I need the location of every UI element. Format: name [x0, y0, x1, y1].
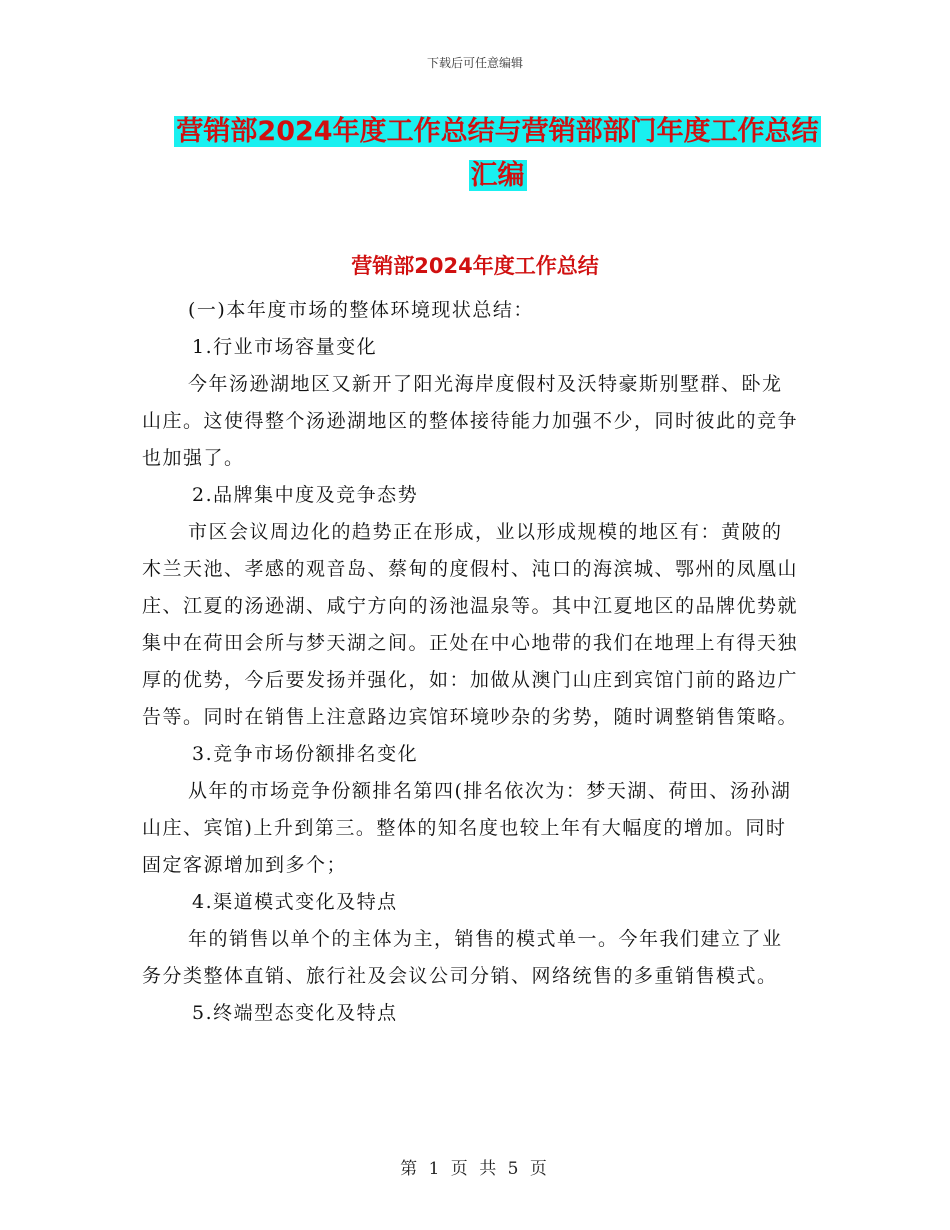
paragraph-market-capacity: 今年汤逊湖地区又新开了阳光海岸度假村及沃特豪斯别墅群、卧龙山庄。这使得整个汤逊湖地区的整体接待能力加强不少，同时彼此的竞争也加强了。 — [142, 373, 799, 469]
subheading-market-share: 3.竞争市场份额排名变化 — [192, 743, 419, 765]
document-body — [142, 292, 802, 1032]
header-note: 下载后可任意编辑 — [426, 56, 523, 70]
subheading-terminal-form: 5.终端型态变化及特点 — [192, 1002, 398, 1024]
paragraph-channel-model: 年的销售以单个的主体为主，销售的模式单一。今年我们建立了业务分类整体直销、旅行社及会议公司分销、网络统售的多重销售模式。 — [142, 928, 783, 987]
paragraph-brand-concentration: 市区会议周边化的趋势正在形成，业以形成规模的地区有：黄陂的木兰天池、孝感的观音岛、蔡甸的度假村、沌口的海滨城、鄂州的凤凰山庄、江夏的汤逊湖、咸宁方向的汤池温泉等。其中江夏地区的品牌优势就集中在荷田会所与梦天湖之间。正处在中心地带的我们在地理上有得天独厚的优势，今后要发扬并强化，如：加做从澳门山庄到宾馆门前的路边广告等。同时在销售上注意路边宾馆环境吵杂的劣势，随时调整销售策略。 — [142, 521, 799, 728]
subheading-channel-model: 4.渠道模式变化及特点 — [192, 891, 398, 913]
document-title-line-2: 汇编 — [470, 160, 525, 191]
subheading-market-capacity: 1.行业市场容量变化 — [192, 336, 378, 358]
document-title-line-1: 营销部2024年度工作总结与营销部部门年度工作总结 — [176, 116, 819, 147]
paragraph-market-share: 从年的市场竞争份额排名第四(排名依次为：梦天湖、荷田、汤孙湖山庄、宾馆)上升到第三。整体的知名度也较上年有大幅度的增加。同时固定客源增加到多个； — [142, 780, 792, 876]
paragraph-intro: (一)本年度市场的整体环境现状总结： — [188, 299, 534, 321]
page-indicator: 第 1 页 共 5 页 — [400, 1159, 550, 1179]
document-title — [140, 110, 855, 198]
section-title: 营销部2024年度工作总结 — [351, 254, 599, 278]
subheading-brand-concentration: 2.品牌集中度及竞争态势 — [192, 484, 419, 506]
